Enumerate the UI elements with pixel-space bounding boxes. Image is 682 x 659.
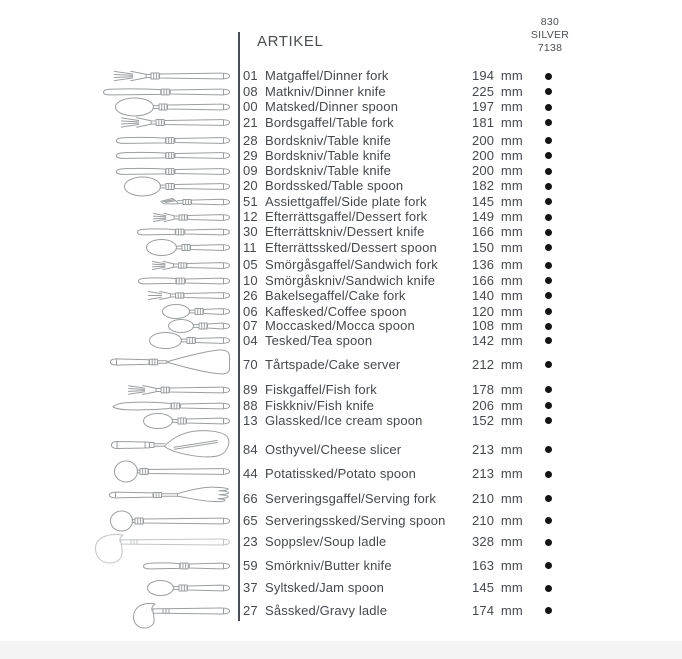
table-row bbox=[0, 398, 682, 414]
table-row bbox=[0, 148, 682, 164]
article-name: Smörkniv/Butter knife bbox=[265, 557, 392, 573]
table-row bbox=[0, 178, 682, 194]
availability-dot bbox=[545, 229, 552, 236]
table-row bbox=[0, 84, 682, 100]
article-name: Osthyvel/Cheese slicer bbox=[265, 441, 402, 457]
article-name: Serveringssked/Serving spoon bbox=[265, 512, 446, 528]
series-line-3: 7138 bbox=[537, 41, 563, 54]
article-code: 10 bbox=[243, 272, 258, 288]
availability-dot bbox=[545, 277, 552, 284]
article-code: 66 bbox=[243, 490, 258, 506]
availability-dot bbox=[545, 262, 552, 269]
article-name: Bordskniv/Table knife bbox=[265, 132, 391, 148]
article-code: 27 bbox=[243, 602, 258, 618]
availability-dot bbox=[545, 88, 552, 95]
table-row bbox=[0, 357, 682, 373]
table-row bbox=[0, 491, 682, 507]
article-name: Efterrättsgaffel/Dessert fork bbox=[265, 209, 428, 224]
article-size: 136 mm bbox=[472, 257, 523, 272]
availability-dot bbox=[545, 198, 552, 205]
article-size: 174 mm bbox=[472, 602, 523, 618]
article-name: Matgaffel/Dinner fork bbox=[265, 68, 389, 83]
availability-dot bbox=[545, 402, 552, 409]
article-code: 11 bbox=[243, 239, 257, 255]
table-row bbox=[0, 603, 682, 619]
table-row bbox=[0, 224, 682, 240]
article-name: Fiskkniv/Fish knife bbox=[265, 397, 375, 413]
article-code: 07 bbox=[243, 318, 258, 333]
series-line-1: 830 bbox=[540, 16, 560, 28]
article-code: 28 bbox=[243, 132, 258, 148]
article-size: 140 mm bbox=[472, 287, 523, 303]
table-row bbox=[0, 209, 682, 225]
article-size: 200 mm bbox=[472, 132, 523, 148]
table-row bbox=[0, 288, 682, 304]
article-code: 70 bbox=[243, 356, 258, 372]
article-size: 210 mm bbox=[472, 512, 523, 528]
article-code: 04 bbox=[243, 332, 258, 348]
article-size: 166 mm bbox=[472, 224, 523, 239]
article-name: Potatissked/Potato spoon bbox=[265, 466, 417, 481]
availability-dot bbox=[545, 446, 552, 453]
article-name: Såssked/Gravy ladle bbox=[265, 602, 388, 618]
article-name: Tesked/Tea spoon bbox=[265, 332, 373, 348]
page-bottom-strip bbox=[0, 641, 682, 659]
article-code: 44 bbox=[243, 466, 258, 481]
table-row bbox=[0, 163, 682, 179]
article-code: 13 bbox=[243, 412, 258, 428]
availability-dot bbox=[545, 562, 552, 569]
table-row bbox=[0, 273, 682, 289]
availability-dot bbox=[545, 244, 552, 251]
article-code: 88 bbox=[243, 397, 258, 413]
article-code: 01 bbox=[243, 68, 258, 83]
table-row bbox=[0, 240, 682, 256]
article-size: 120 mm bbox=[472, 303, 523, 319]
article-name: Bordskniv/Table knife bbox=[265, 147, 391, 163]
article-name: Moccasked/Mocca spoon bbox=[265, 318, 415, 333]
table-row bbox=[0, 333, 682, 349]
article-code: 89 bbox=[243, 381, 258, 397]
article-name: Syltsked/Jam spoon bbox=[265, 580, 385, 595]
article-name: Smörgåskniv/Sandwich knife bbox=[265, 272, 436, 288]
availability-dot bbox=[545, 168, 552, 175]
availability-dot bbox=[545, 517, 552, 524]
availability-dot bbox=[545, 183, 552, 190]
table-row bbox=[0, 257, 682, 273]
article-code: 59 bbox=[243, 557, 258, 573]
article-size: 225 mm bbox=[472, 83, 523, 99]
table-row bbox=[0, 442, 682, 458]
article-name: Bakelsegaffel/Cake fork bbox=[265, 287, 406, 303]
table-row bbox=[0, 580, 682, 596]
availability-dot bbox=[545, 495, 552, 502]
table-row bbox=[0, 513, 682, 529]
table-row bbox=[0, 194, 682, 210]
article-name: Matsked/Dinner spoon bbox=[265, 99, 399, 114]
article-code: 30 bbox=[243, 224, 258, 239]
availability-dot bbox=[545, 585, 552, 592]
availability-dot bbox=[545, 308, 552, 315]
article-size: 213 mm bbox=[472, 441, 523, 457]
availability-dot bbox=[545, 471, 552, 478]
availability-dot bbox=[545, 361, 552, 368]
article-code: 09 bbox=[243, 163, 258, 178]
availability-dot bbox=[545, 137, 552, 144]
article-name: Serveringsgaffel/Serving fork bbox=[265, 490, 437, 506]
article-size: 150 mm bbox=[472, 239, 523, 255]
table-row bbox=[0, 133, 682, 149]
table-row bbox=[0, 534, 682, 550]
article-size: 145 mm bbox=[472, 193, 523, 209]
article-size: 206 mm bbox=[472, 397, 523, 413]
table-row bbox=[0, 99, 682, 115]
table-row bbox=[0, 466, 682, 482]
availability-dot bbox=[545, 323, 552, 330]
article-code: 51 bbox=[243, 193, 258, 209]
article-code: 06 bbox=[243, 303, 258, 319]
availability-dot bbox=[545, 386, 552, 393]
article-size: 142 mm bbox=[472, 332, 523, 348]
table-row bbox=[0, 68, 682, 84]
article-size: 181 mm bbox=[472, 114, 523, 130]
availability-dot bbox=[545, 119, 552, 126]
article-code: 21 bbox=[243, 114, 258, 130]
availability-dot bbox=[545, 337, 552, 344]
table-row bbox=[0, 382, 682, 398]
article-code: 12 bbox=[243, 209, 258, 224]
table-row bbox=[0, 558, 682, 574]
article-name: Tårtspade/Cake server bbox=[265, 356, 401, 372]
article-size: 197 mm bbox=[472, 99, 523, 114]
article-size: 178 mm bbox=[472, 381, 523, 397]
availability-dot bbox=[545, 607, 552, 614]
article-name: Assiettgaffel/Side plate fork bbox=[265, 193, 427, 209]
article-size: 212 mm bbox=[472, 356, 523, 372]
article-name: Glassked/Ice cream spoon bbox=[265, 412, 423, 428]
table-row bbox=[0, 115, 682, 131]
article-code: 08 bbox=[243, 83, 258, 99]
article-size: 149 mm bbox=[472, 209, 523, 224]
article-name: Smörgåsgaffel/Sandwich fork bbox=[265, 257, 438, 272]
article-size: 166 mm bbox=[472, 272, 523, 288]
article-code: 84 bbox=[243, 441, 258, 457]
availability-dot bbox=[545, 214, 552, 221]
availability-dot bbox=[545, 417, 552, 424]
article-size: 145 mm bbox=[472, 580, 523, 595]
article-code: 37 bbox=[243, 580, 258, 595]
availability-dot bbox=[545, 152, 552, 159]
article-name: Bordskniv/Table knife bbox=[265, 163, 391, 178]
article-code: 65 bbox=[243, 512, 258, 528]
table-row bbox=[0, 413, 682, 429]
series-column-header bbox=[513, 16, 587, 54]
article-name: Soppslev/Soup ladle bbox=[265, 534, 387, 549]
availability-dot bbox=[545, 104, 552, 111]
article-size: 163 mm bbox=[472, 557, 523, 573]
availability-dot bbox=[545, 292, 552, 299]
article-size: 108 mm bbox=[472, 318, 523, 333]
article-size: 200 mm bbox=[472, 147, 523, 163]
article-size: 328 mm bbox=[472, 534, 523, 549]
article-name: Bordssked/Table spoon bbox=[265, 178, 404, 193]
availability-dot bbox=[545, 539, 552, 546]
article-size: 210 mm bbox=[472, 490, 523, 506]
article-name: Matkniv/Dinner knife bbox=[265, 83, 386, 99]
article-size: 182 mm bbox=[472, 178, 523, 193]
article-code: 05 bbox=[243, 257, 258, 272]
article-size: 152 mm bbox=[472, 412, 523, 428]
series-line-2: SILVER bbox=[530, 28, 570, 41]
article-name: Efterrättssked/Dessert spoon bbox=[265, 239, 437, 255]
article-name: Kaffesked/Coffee spoon bbox=[265, 303, 407, 319]
article-name: Fiskgaffel/Fish fork bbox=[265, 381, 377, 397]
article-code: 29 bbox=[243, 147, 258, 163]
article-code: 26 bbox=[243, 287, 258, 303]
article-size: 213 mm bbox=[472, 466, 523, 481]
article-size: 194 mm bbox=[472, 68, 523, 83]
article-name: Bordsgaffel/Table fork bbox=[265, 114, 394, 130]
article-name: Efterrättskniv/Dessert knife bbox=[265, 224, 425, 239]
article-code: 20 bbox=[243, 178, 258, 193]
page-title: ARTIKEL bbox=[257, 33, 324, 50]
article-size: 200 mm bbox=[472, 163, 523, 178]
availability-dot bbox=[545, 73, 552, 80]
article-code: 00 bbox=[243, 99, 258, 114]
article-code: 23 bbox=[243, 534, 258, 549]
